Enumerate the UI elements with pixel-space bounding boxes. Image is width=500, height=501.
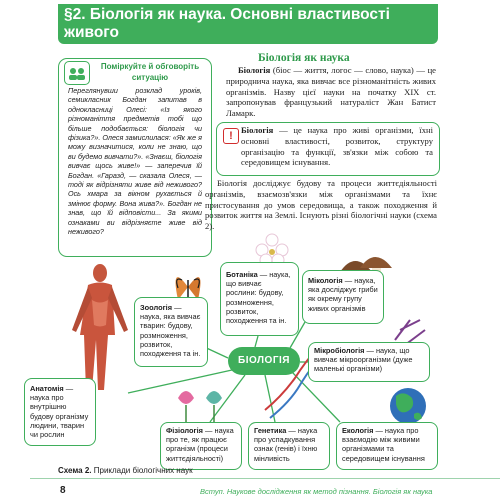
footer-running-title: Вступ. Наукове дослідження як метод пізнання. Біологія як наука: [200, 487, 433, 496]
microbiology-text: Мікробіологія — наука, що вивчає мікроорганізми (дуже маленькі організми): [314, 346, 413, 374]
intro-term: Біологія: [238, 65, 271, 75]
discussion-text: Переглянувши розклад уроків, семикласник Богдан запитав в однокласниці Олесі: «Із якого різноманіття предметів тобі що більше подобається: біологія чи фізика?». Олеся замислилася: «Як же я можу визначитися, коли не знаю, що ви будемо вивчати?». «Знаєш, біологія вивчає щось живе!» — заперечив їй Богдан. «Гаразд, — сказала Олеся, — тоді як відрізняти живе від неживого? Ось хмара за вікном рухається й змінює форму. Вона жива?». Богдан не знав, що їй відповісти... За якими ознаками ви відрізняєте живе від неживого?: [68, 86, 202, 237]
zoology-text: Зоологія — наука, яка вивчає тварин: будову, розмноження, розвиток, походження та ін.: [140, 303, 201, 359]
plant-physiology-image: [178, 391, 222, 425]
genetics-text: Генетика — наука про успадкування ознак (генів) і їхню мінливість: [254, 426, 318, 463]
intro-text: (біос — життя, логос — слово, наука) — це природнича наука, яка вивчає все різноманітність живих організмів. Назву цієї науки на початку XIX ст. запропонував французький натураліст Жан Батист Ламарк.: [226, 65, 436, 119]
genetics-term: Генетика: [254, 426, 287, 435]
mycology-text: Мікологія — наука, яка досліджує гриби як окрему групу живих організмів: [308, 276, 378, 313]
anatomy-term: Анатомія: [30, 384, 64, 393]
discussion-heading: Поміркуйте й обговоріть ситуацію: [100, 62, 200, 82]
zoology-term: Зоологія: [140, 303, 173, 312]
biology-center-node: БІОЛОГІЯ: [228, 347, 300, 375]
ecology-term: Екологія: [342, 426, 374, 435]
chapter-title: §2. Біологія як наука. Основні властивості живого: [64, 6, 390, 41]
earth-globe-image: [390, 388, 426, 424]
definition-term: Біологія: [241, 125, 274, 135]
scheme-caption: Схема 2. Приклади біологічних наук: [58, 466, 193, 475]
botany-term: Ботаніка: [226, 270, 258, 279]
page-number: 8: [60, 485, 66, 496]
physiology-text: Фізіологія — наука про те, як працює організм (процеси життєдіяльності): [166, 426, 234, 463]
section-title: Біологія як наука: [258, 52, 350, 64]
botany-text: Ботаніка — наука, що вивчає рослини: будову, розмноження, розвиток, походження та ін.: [226, 270, 291, 326]
exclamation-icon: !: [223, 128, 239, 144]
ecology-text: Екологія — наука про взаємодію між живими організмами та середовищем існування: [342, 426, 425, 463]
mycology-term: Мікологія: [308, 276, 343, 285]
microbiology-term: Мікробіологія: [314, 346, 365, 355]
physiology-term: Фізіологія: [166, 426, 203, 435]
definition-body: — це наука про живі організми, їхні основні властивості, розвиток, структуру організацію та функції, зв'язки між собою та середовищем існування.: [241, 125, 433, 168]
human-anatomy-figure: [72, 264, 128, 390]
anatomy-text: Анатомія — наука про внутрішню будову організму людини, тварин чи рослин: [30, 384, 89, 440]
research-paragraph: Біологія досліджує будову та процеси життєдіяльності організмів, взаємозв'язки між організмами та їхнє пристосування до умов середовища, а також походження й розвиток життя на Землі. Існують різні біологічні науки (схема 2).: [205, 178, 437, 232]
